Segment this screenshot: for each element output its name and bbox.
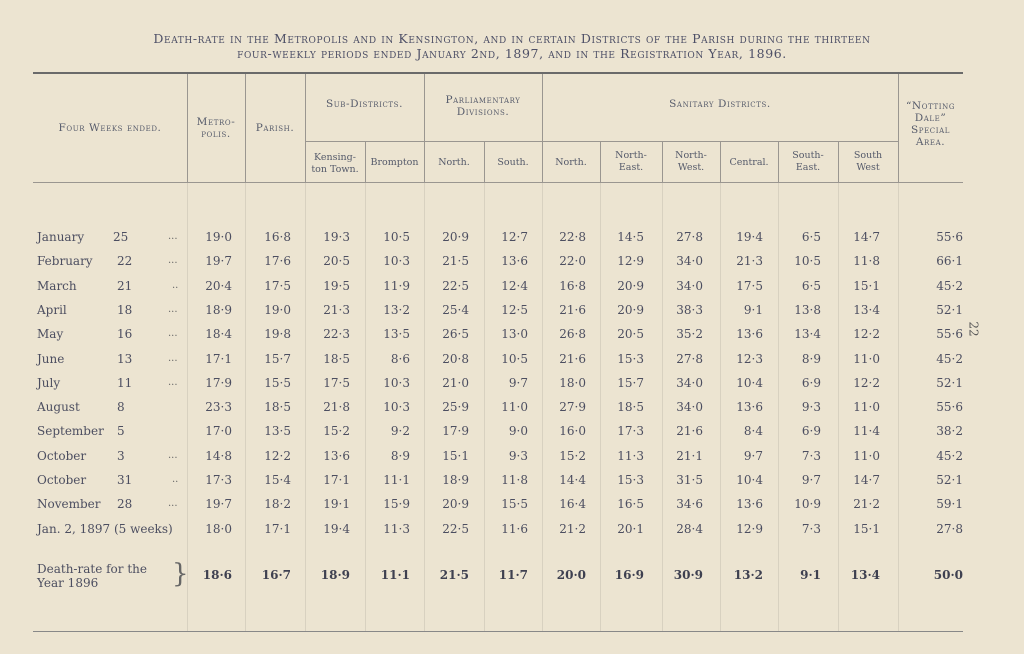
- table-cell: 21·3: [323, 302, 350, 317]
- row-leader-dots: ...: [168, 352, 178, 364]
- table-cell: 12·3: [736, 351, 763, 366]
- table-cell: 6·9: [801, 375, 821, 390]
- table-cell: 55·6: [936, 230, 963, 244]
- total-cell: 16·7: [261, 568, 291, 582]
- table-cell: 15·3: [617, 473, 644, 487]
- table-cell: 18·9: [442, 473, 469, 487]
- table-cell: 18·5: [323, 351, 350, 366]
- row-leader-dots: ...: [168, 255, 178, 267]
- row-label-day: 22: [117, 254, 133, 269]
- row-label-month: Jan. 2, 1897 (5 weeks): [37, 521, 173, 536]
- header-bottom-rule: [33, 182, 963, 183]
- table-cell: 6·9: [801, 424, 821, 439]
- table-cell: 38·3: [676, 302, 703, 317]
- table-cell: 19·5: [323, 278, 350, 293]
- header-sanitary-districts: Sanitary Districts.: [669, 98, 771, 110]
- table-cell: 25·9: [442, 400, 469, 415]
- row-leader-dots: ...: [168, 328, 178, 340]
- table-cell: 18·5: [264, 400, 291, 415]
- table-cell: 9·3: [508, 448, 528, 463]
- table-cell: 21·6: [676, 424, 703, 439]
- total-cell: 13·4: [850, 568, 880, 582]
- table-cell: 27·9: [559, 400, 586, 415]
- row-label-day: 8: [117, 400, 125, 415]
- table-cell: 17·6: [264, 254, 291, 269]
- row-leader-dots: ...: [168, 376, 178, 388]
- table-cell: 17·1: [264, 521, 291, 536]
- row-leader-dots: ...: [168, 231, 178, 242]
- total-cell: 21·5: [439, 568, 469, 582]
- table-cell: 15·5: [264, 375, 291, 390]
- table-cell: 19·7: [205, 254, 232, 269]
- table-cell: 19·8: [264, 327, 291, 342]
- table-cell: 15·7: [264, 351, 291, 366]
- table-cell: 17·1: [323, 473, 350, 487]
- table-cell: 20·9: [442, 497, 469, 512]
- table-cell: 19·0: [264, 302, 291, 317]
- table-cell: 18·4: [205, 327, 232, 342]
- table-cell: 13·0: [501, 327, 528, 342]
- row-label-month: May: [37, 327, 64, 342]
- row-leader-dots: ...: [168, 303, 178, 315]
- table-cell: 14·4: [559, 473, 586, 487]
- row-label-month: June: [37, 351, 65, 366]
- row-label-day: 18: [117, 302, 133, 317]
- table-cell: 18·5: [617, 400, 644, 415]
- column-divider-faint: [898, 182, 899, 631]
- table-cell: 11·3: [617, 448, 644, 463]
- table-cell: 13·5: [264, 424, 291, 439]
- table-cell: 12·2: [853, 375, 880, 390]
- table-cell: 25·4: [442, 302, 469, 317]
- table-cell: 19·0: [205, 230, 232, 244]
- row-label-day: 21: [117, 278, 133, 293]
- table-cell: 11·9: [383, 278, 410, 293]
- table-cell: 10·5: [501, 351, 528, 366]
- table-cell: 17·3: [617, 424, 644, 439]
- table-cell: 34·0: [676, 400, 703, 415]
- table-cell: 20·5: [323, 254, 350, 269]
- table-cell: 35·2: [676, 327, 703, 342]
- table-cell: 10·3: [383, 400, 410, 415]
- table-cell: 17·1: [205, 351, 232, 366]
- row-label-day: 3: [117, 448, 125, 463]
- row-label-month: August: [37, 400, 80, 415]
- row-label-month: October: [37, 473, 87, 487]
- table-cell: 21·8: [323, 400, 350, 415]
- total-cell: 11·7: [498, 568, 528, 582]
- table-cell: 27·8: [676, 230, 703, 244]
- table-cell: 9·7: [508, 375, 528, 390]
- table-cell: 22·3: [323, 327, 350, 342]
- table-cell: 11·0: [501, 400, 528, 415]
- table-cell: 11·8: [853, 254, 880, 269]
- header-kensington-town: Kensing- ton Town.: [311, 152, 359, 175]
- table-cell: 9·3: [801, 400, 821, 415]
- table-cell: 17·3: [205, 473, 232, 487]
- table-cell: 19·3: [323, 230, 350, 244]
- table-cell: 13·8: [794, 302, 821, 317]
- table-cell: 15·9: [383, 497, 410, 512]
- header-parish: Parish.: [255, 122, 295, 134]
- table-cell: 12·9: [617, 254, 644, 269]
- page-number: 22: [966, 321, 981, 337]
- header-south: South.: [497, 157, 529, 168]
- table-cell: 27·8: [936, 521, 963, 536]
- table-cell: 55·6: [936, 327, 963, 342]
- total-cell: 9·1: [800, 568, 821, 582]
- table-cell: 18·9: [205, 302, 232, 317]
- table-cell: 14·7: [853, 473, 880, 487]
- total-cell: 20·0: [556, 568, 586, 582]
- table-cell: 12·2: [853, 327, 880, 342]
- table-cell: 11·6: [501, 521, 528, 536]
- table-cell: 8·9: [801, 351, 821, 366]
- table-cell: 20·9: [617, 278, 644, 293]
- table-cell: 8·9: [390, 448, 410, 463]
- table-cell: 15·1: [853, 521, 880, 536]
- table-cell: 13·4: [794, 327, 821, 342]
- table-cell: 22·5: [442, 278, 469, 293]
- header-brompton: Brompton: [370, 157, 419, 168]
- table-cell: 13·5: [383, 327, 410, 342]
- table-cell: 19·1: [323, 497, 350, 512]
- table-cell: 10·3: [383, 375, 410, 390]
- table-cell: 59·1: [936, 497, 963, 512]
- header-parliamentary-divisions: Parliamentary Divisions.: [445, 94, 521, 118]
- row-leader-dots: ...: [168, 449, 178, 461]
- table-cell: 10·9: [794, 497, 821, 512]
- header-four-weeks-ended: Four Weeks ended.: [58, 122, 162, 134]
- row-leader-dots: ..: [172, 279, 179, 291]
- table-cell: 34·0: [676, 375, 703, 390]
- row-leader-dots: ...: [168, 498, 178, 510]
- total-brace: }: [172, 559, 189, 589]
- table-cell: 21·3: [736, 254, 763, 269]
- table-cell: 7·3: [801, 521, 821, 536]
- subheader-rule: [305, 141, 898, 142]
- table-cell: 9·7: [743, 448, 763, 463]
- table-cell: 21·6: [559, 351, 586, 366]
- table-cell: 34·0: [676, 278, 703, 293]
- table-cell: 7·3: [801, 448, 821, 463]
- header-sanitary-north: North.: [555, 157, 587, 168]
- table-cell: 11·8: [501, 473, 528, 487]
- table-cell: 13·2: [383, 302, 410, 317]
- table-cell: 34·0: [676, 254, 703, 269]
- header-sanitary-north-west: North- West.: [675, 150, 707, 173]
- table-cell: 18·2: [264, 497, 291, 512]
- header-south-east: South- East.: [792, 150, 824, 173]
- table-cell: 10·4: [736, 375, 763, 390]
- table-cell: 16·8: [264, 230, 291, 244]
- total-cell: 13·2: [733, 568, 763, 582]
- table-cell: 13·6: [736, 497, 763, 512]
- total-cell: 18·9: [320, 568, 350, 582]
- table-cell: 20·9: [442, 230, 469, 244]
- table-cell: 13·4: [853, 302, 880, 317]
- table-cell: 10·5: [794, 254, 821, 269]
- total-cell: 18·6: [202, 568, 232, 582]
- table-cell: 21·1: [676, 448, 703, 463]
- row-leader-dots: ..: [172, 474, 179, 485]
- header-notting-dale-special-area: “Notting Dale” Special Area.: [905, 100, 956, 148]
- table-cell: 15·2: [323, 424, 350, 439]
- row-label-month: April: [37, 302, 67, 317]
- table-cell: 16·5: [617, 497, 644, 512]
- row-label-day: 11: [117, 375, 133, 390]
- table-cell: 12·2: [264, 448, 291, 463]
- table-cell: 17·9: [442, 424, 469, 439]
- table-cell: 17·0: [205, 424, 232, 439]
- row-label-day: 25: [113, 230, 129, 244]
- total-label-line-2: Year 1896: [37, 576, 99, 590]
- table-cell: 11·3: [383, 521, 410, 536]
- table-cell: 10·3: [383, 254, 410, 269]
- table-cell: 52·1: [936, 473, 963, 487]
- table-cell: 21·0: [442, 375, 469, 390]
- table-cell: 20·8: [442, 351, 469, 366]
- table-cell: 22·8: [559, 230, 586, 244]
- table-cell: 26·8: [559, 327, 586, 342]
- table-cell: 11·1: [383, 473, 410, 487]
- table-cell: 17·5: [264, 278, 291, 293]
- table-cell: 16·8: [559, 278, 586, 293]
- table-cell: 22·5: [442, 521, 469, 536]
- table-cell: 19·4: [323, 521, 350, 536]
- table-cell: 20·4: [205, 278, 232, 293]
- table-cell: 14·7: [853, 230, 880, 244]
- header-central: Central.: [729, 157, 769, 168]
- table-cell: 12·4: [501, 278, 528, 293]
- table-cell: 11·0: [853, 400, 880, 415]
- table-cell: 27·8: [676, 351, 703, 366]
- row-label-month: July: [37, 375, 61, 390]
- table-cell: 18·0: [205, 521, 232, 536]
- table-cell: 20·5: [617, 327, 644, 342]
- table-cell: 11·0: [853, 448, 880, 463]
- table-cell: 19·7: [205, 497, 232, 512]
- table-cell: 15·5: [501, 497, 528, 512]
- table-cell: 13·6: [501, 254, 528, 269]
- header-metropolis: Metro- polis.: [196, 116, 236, 140]
- table-cell: 13·6: [736, 327, 763, 342]
- table-cell: 18·0: [559, 375, 586, 390]
- row-label-day: 5: [117, 424, 125, 439]
- table-cell: 9·7: [801, 473, 821, 487]
- table-cell: 11·0: [853, 351, 880, 366]
- top-rule: [33, 72, 963, 74]
- table-cell: 38·2: [936, 424, 963, 439]
- table-cell: 20·9: [617, 302, 644, 317]
- table-cell: 8·6: [390, 351, 410, 366]
- table-cell: 13·6: [323, 448, 350, 463]
- table-title-line-1: Death-rate in the Metropolis and in Kensington, and in certain Districts of the Parish during the thirteen: [153, 31, 871, 46]
- table-cell: 14·8: [205, 448, 232, 463]
- table-cell: 45·2: [936, 351, 963, 366]
- table-cell: 23·3: [205, 400, 232, 415]
- table-cell: 16·0: [559, 424, 586, 439]
- table-cell: 15·1: [853, 278, 880, 293]
- table-cell: 26·5: [442, 327, 469, 342]
- table-cell: 9·0: [508, 424, 528, 439]
- table-cell: 8·4: [743, 424, 763, 439]
- table-cell: 52·1: [936, 302, 963, 317]
- table-cell: 16·4: [559, 497, 586, 512]
- table-cell: 45·2: [936, 448, 963, 463]
- header-sub-districts: Sub-Districts.: [325, 98, 404, 110]
- table-cell: 15·2: [559, 448, 586, 463]
- row-label-month: November: [37, 497, 101, 512]
- table-cell: 20·1: [617, 521, 644, 536]
- total-label-line-1: Death-rate for the: [37, 562, 147, 576]
- table-cell: 66·1: [936, 254, 963, 269]
- header-north: North.: [438, 157, 470, 168]
- table-title-line-2: four-weekly periods ended January 2nd, 1897, and in the Registration Year, 1896.: [237, 46, 787, 61]
- table-cell: 13·6: [736, 400, 763, 415]
- table-cell: 6·5: [801, 278, 821, 293]
- header-sanitary-north-east: North- East.: [615, 150, 647, 173]
- table-cell: 12·7: [501, 230, 528, 244]
- row-label-day: 13: [117, 351, 133, 366]
- table-cell: 6·5: [801, 230, 821, 244]
- table-cell: 17·5: [323, 375, 350, 390]
- table-cell: 21·5: [442, 254, 469, 269]
- table-cell: 22·0: [559, 254, 586, 269]
- table-cell: 17·9: [205, 375, 232, 390]
- row-label-month: January: [37, 230, 85, 244]
- table-cell: 9·2: [390, 424, 410, 439]
- row-label-day: 28: [117, 497, 133, 512]
- table-cell: 21·2: [559, 521, 586, 536]
- row-label-month: February: [37, 254, 93, 269]
- table-cell: 45·2: [936, 278, 963, 293]
- row-label-day: 31: [117, 473, 133, 487]
- table-cell: 12·5: [501, 302, 528, 317]
- row-label-month: March: [37, 278, 77, 293]
- table-cell: 9·1: [743, 302, 763, 317]
- table-cell: 28·4: [676, 521, 703, 536]
- row-label-day: 16: [117, 327, 133, 342]
- table-cell: 15·3: [617, 351, 644, 366]
- total-cell: 11·1: [380, 568, 410, 582]
- table-cell: 52·1: [936, 375, 963, 390]
- table-cell: 14·5: [617, 230, 644, 244]
- table-cell: 34·6: [676, 497, 703, 512]
- total-cell: 30·9: [673, 568, 703, 582]
- table-cell: 21·6: [559, 302, 586, 317]
- table-cell: 11·4: [853, 424, 880, 439]
- table-cell: 21·2: [853, 497, 880, 512]
- table-cell: 19·4: [736, 230, 763, 244]
- row-label-month: September: [37, 424, 104, 439]
- total-cell: 50·0: [933, 568, 963, 582]
- table-cell: 55·6: [936, 400, 963, 415]
- table-cell: 15·1: [442, 448, 469, 463]
- table-cell: 10·5: [383, 230, 410, 244]
- bottom-rule: [33, 631, 963, 632]
- table-cell: 31·5: [676, 473, 703, 487]
- total-cell: 16·9: [614, 568, 644, 582]
- row-label-month: October: [37, 448, 87, 463]
- table-cell: 15·4: [264, 473, 291, 487]
- table-cell: 17·5: [736, 278, 763, 293]
- table-cell: 10·4: [736, 473, 763, 487]
- table-cell: 12·9: [736, 521, 763, 536]
- header-south-west: South West: [853, 150, 883, 173]
- table-cell: 15·7: [617, 375, 644, 390]
